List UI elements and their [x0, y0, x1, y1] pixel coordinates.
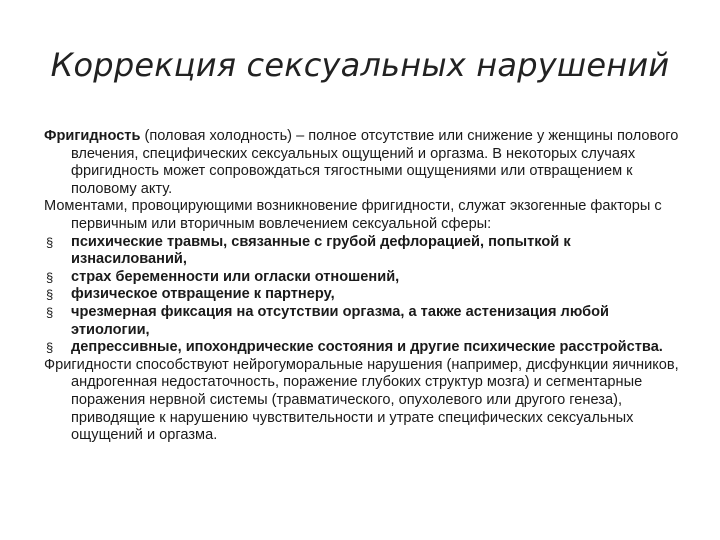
- factor-item: [44, 269, 684, 287]
- bullet-icon: §: [46, 287, 54, 303]
- factor-item: [44, 339, 684, 357]
- bullet-icon: §: [46, 304, 54, 320]
- definition-paragraph: [44, 128, 684, 198]
- factor-text: психические травмы, связанные с грубой дефлорацией, попыткой к изнасилований,: [71, 233, 571, 268]
- factor-item: [44, 234, 684, 269]
- bullet-icon: §: [46, 340, 54, 356]
- moments-intro: Моментами, провоцирующими возникновение фригидности, служат экзогенные факторы с первичным или вторичным вовлечением сексуальной сферы:: [44, 198, 662, 232]
- factor-text: физическое отвращение к партнеру,: [71, 286, 335, 303]
- bullet-icon: §: [46, 234, 54, 250]
- definition-text: (половая холодность) – полное отсутствие или снижение у женщины полового влечения, специфических сексуальных ощущений и оргазма. В некоторых случаях фригидность может сопровождаться тягостными ощущениями или отвращением к половому акту.: [71, 128, 679, 197]
- factor-item: [44, 286, 684, 304]
- factor-text: страх беременности или огласки отношений,: [71, 268, 400, 285]
- slide-body: [44, 128, 684, 445]
- factor-text: чрезмерная фиксация на отсутствии оргазма, а также астенизация любой этиологии,: [71, 303, 609, 338]
- factor-item: [44, 304, 684, 339]
- bullet-icon: §: [46, 269, 54, 285]
- definition-term: Фригидность: [44, 128, 141, 144]
- factor-text: депрессивные, ипохондрические состояния и другие психические расстройства.: [71, 339, 663, 356]
- factor-list: [44, 234, 684, 357]
- closing-paragraph: Фригидности способствуют нейрогуморальные нарушения (например, дисфункции яичников, андрогенная недостаточность, поражение глубоких структур мозга) и сегментарные поражения нервной системы (травматического, опухолевого или другого генеза), приводящие к нарушению чувствительности и утрате специфических сексуальных ощущений и оргазма.: [44, 356, 679, 444]
- slide-title: Коррекция сексуальных нарушений: [50, 46, 670, 84]
